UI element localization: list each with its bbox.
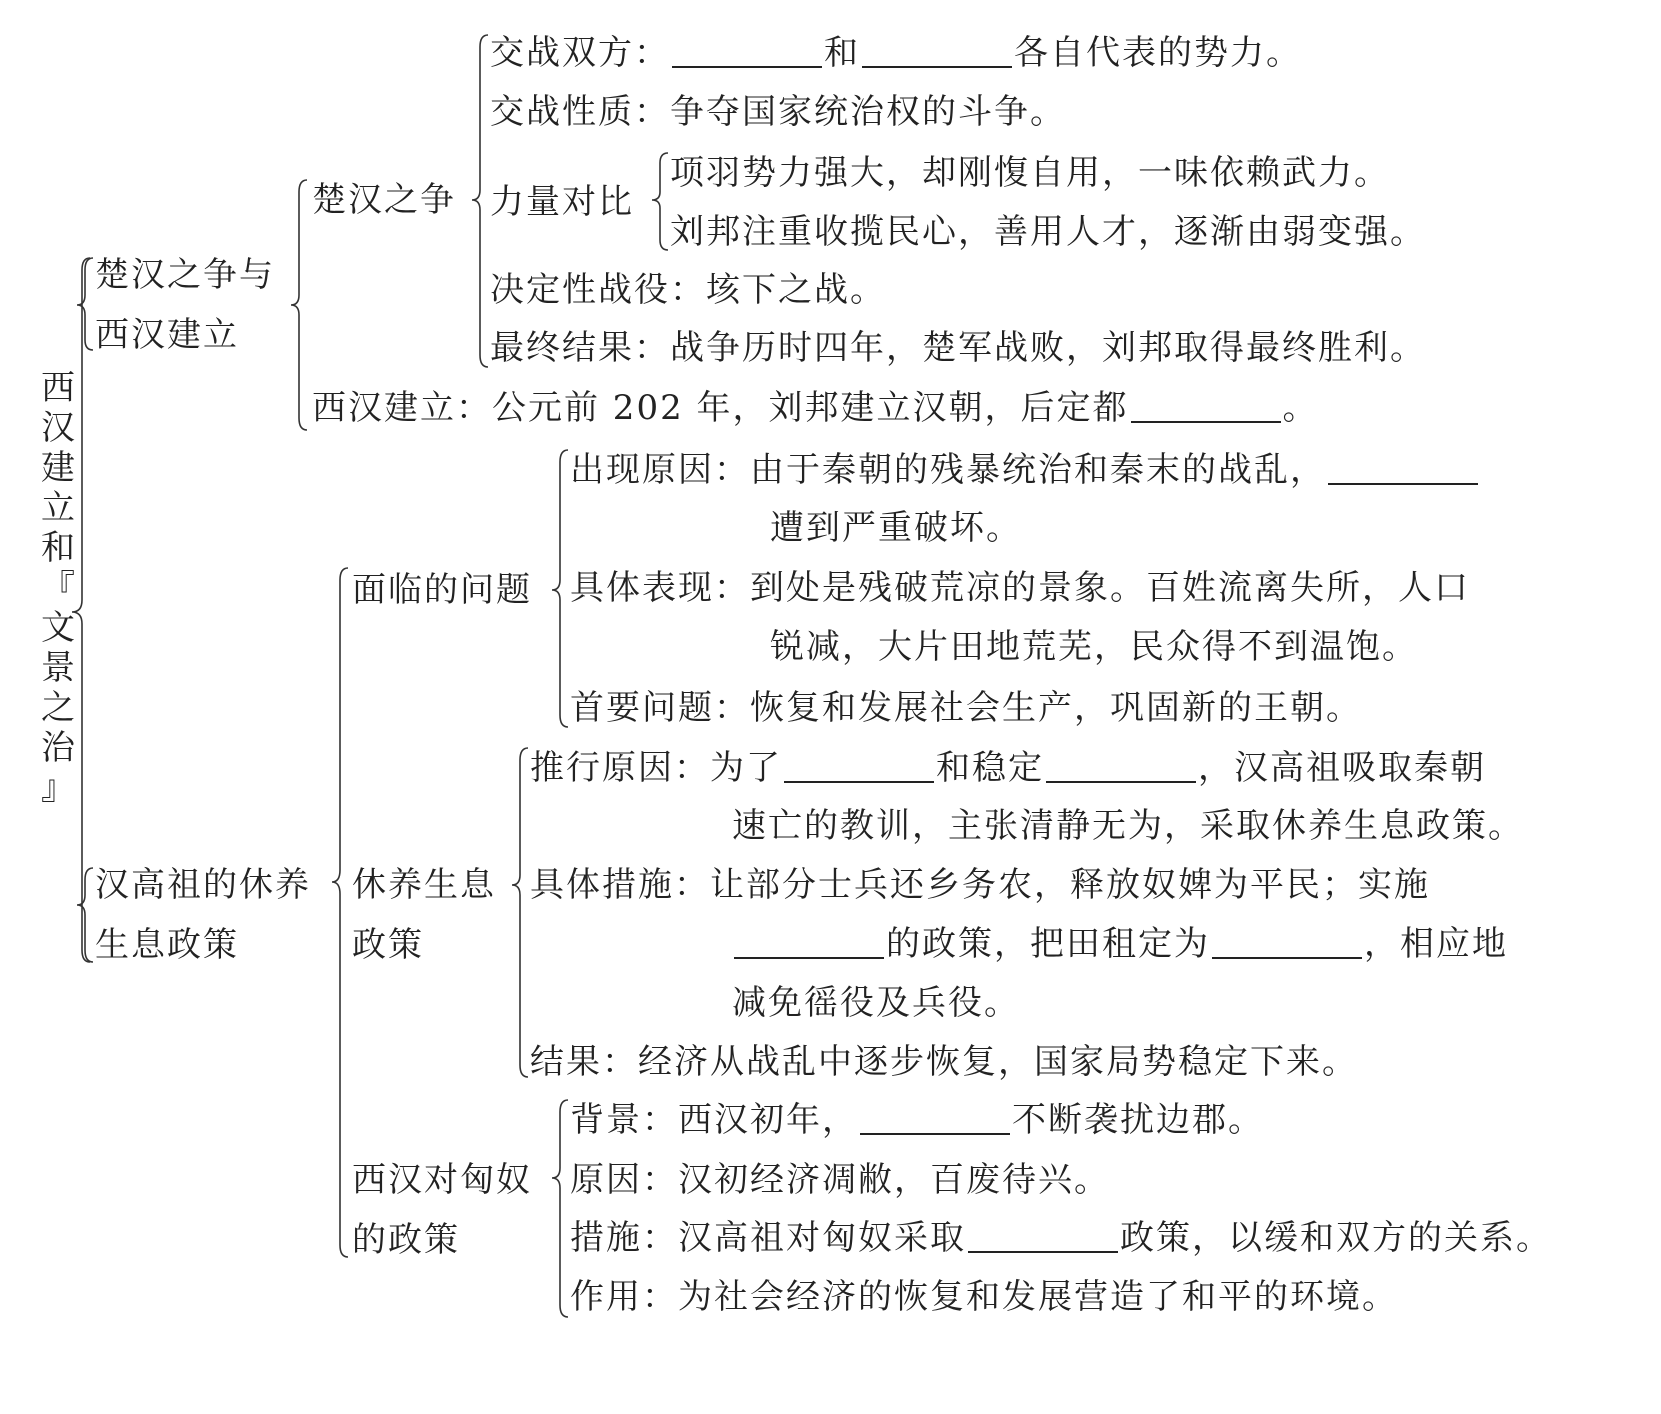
chuhan-result: 最终结果：战争历时四年，楚军战败，刘邦取得最终胜利。 [490, 328, 1426, 368]
xiongnu-reason: 原因：汉初经济凋敝，百废待兴。 [570, 1160, 1110, 1200]
chuhan-nature: 交战性质：争夺国家统治权的斗争。 [490, 92, 1066, 132]
section2-label-line1: 汉高祖的休养 [95, 865, 311, 905]
background-suffix: 不断袭扰边郡。 [1012, 1100, 1264, 1140]
fill-blank[interactable] [860, 1103, 1010, 1135]
policy-reason-line2: 速亡的教训，主张清静无为，采取休养生息政策。 [732, 806, 1524, 846]
policy-label-line1: 休养生息 [352, 865, 496, 905]
chuhan-label: 楚汉之争 [312, 180, 456, 220]
cause-text: 出现原因：由于秦朝的残暴统治和秦末的战乱， [570, 450, 1326, 490]
fill-blank[interactable] [862, 36, 1012, 68]
xiongnu-effect: 作用：为社会经济的恢复和发展营造了和平的环境。 [570, 1277, 1398, 1317]
fill-blank[interactable] [968, 1221, 1118, 1253]
founding [312, 388, 1319, 428]
power-label: 力量对比 [490, 182, 634, 222]
xiongnu-background [570, 1100, 1264, 1140]
section1-children-brace [291, 180, 307, 430]
problems-manifest-line2: 锐减，大片田地荒芜，民众得不到温饱。 [770, 627, 1418, 667]
reason-mid: 和稳定 [936, 748, 1044, 788]
parties-suffix: 各自代表的势力。 [1014, 33, 1302, 73]
fill-blank[interactable] [1131, 391, 1281, 423]
founding-prefix: 西汉建立：公元前 202 年，刘邦建立汉朝，后定都 [312, 388, 1129, 428]
parties-prefix: 交战双方： [490, 33, 670, 73]
fill-blank[interactable] [1212, 927, 1362, 959]
policy-measures-line2 [732, 924, 1508, 964]
section2-brace [77, 868, 93, 962]
problems-label: 面临的问题 [352, 570, 532, 610]
chuhan-battle: 决定性战役：垓下之战。 [490, 270, 886, 310]
measure-suffix: 政策，以缓和双方的关系。 [1120, 1218, 1552, 1258]
xiongnu-brace [552, 1100, 568, 1317]
measure-prefix: 措施：汉高祖对匈奴采取 [570, 1218, 966, 1258]
section1-brace [77, 258, 93, 350]
fill-blank[interactable] [734, 927, 884, 959]
reason-prefix: 推行原因：为了 [530, 748, 782, 788]
section1-label-line1: 楚汉之争与 [95, 255, 275, 295]
fill-blank[interactable] [1328, 453, 1478, 485]
power-liu: 刘邦注重收揽民心，善用人才，逐渐由弱变强。 [670, 212, 1426, 252]
section2-label-line2: 生息政策 [95, 925, 239, 965]
policy-reason-line1 [530, 748, 1486, 788]
fill-blank[interactable] [1046, 751, 1196, 783]
problems-manifest-line1: 具体表现：到处是残破荒凉的景象。百姓流离失所，人口 [570, 568, 1470, 608]
policy-brace [512, 748, 528, 1077]
xiongnu-measure [570, 1218, 1552, 1258]
root-title: 西 汉 建 立 和 『 文 景 之 治 』 [41, 368, 75, 808]
section2-children-brace [332, 568, 348, 1257]
problems-cause-line1 [570, 450, 1480, 490]
power-brace [652, 153, 668, 250]
chuhan-parties [490, 33, 1302, 73]
problems-cause-line2: 遭到严重破坏。 [770, 508, 1022, 548]
xiongnu-label-line2: 的政策 [352, 1220, 460, 1260]
problems-primary: 首要问题：恢复和发展社会生产，巩固新的王朝。 [570, 688, 1362, 728]
reason-suffix: ，汉高祖吸取秦朝 [1198, 748, 1486, 788]
fill-blank[interactable] [784, 751, 934, 783]
fill-blank[interactable] [672, 36, 822, 68]
policy-result: 结果：经济从战乱中逐步恢复，国家局势稳定下来。 [530, 1042, 1358, 1082]
background-prefix: 背景：西汉初年， [570, 1100, 858, 1140]
power-xiang: 项羽势力强大，却刚愎自用，一味依赖武力。 [670, 153, 1390, 193]
measures-suffix: ，相应地 [1364, 924, 1508, 964]
policy-label-line2: 政策 [352, 925, 424, 965]
xiongnu-label-line1: 西汉对匈奴 [352, 1160, 532, 1200]
chuhan-brace [472, 35, 488, 367]
policy-measures-line3: 减免徭役及兵役。 [732, 983, 1020, 1023]
problems-brace [552, 450, 568, 727]
measures-mid: 的政策，把田租定为 [886, 924, 1210, 964]
section1-label-line2: 西汉建立 [95, 315, 239, 355]
policy-measures-line1: 具体措施：让部分士兵还乡务农，释放奴婢为平民；实施 [530, 865, 1430, 905]
parties-mid: 和 [824, 33, 860, 73]
founding-suffix: 。 [1282, 388, 1319, 428]
